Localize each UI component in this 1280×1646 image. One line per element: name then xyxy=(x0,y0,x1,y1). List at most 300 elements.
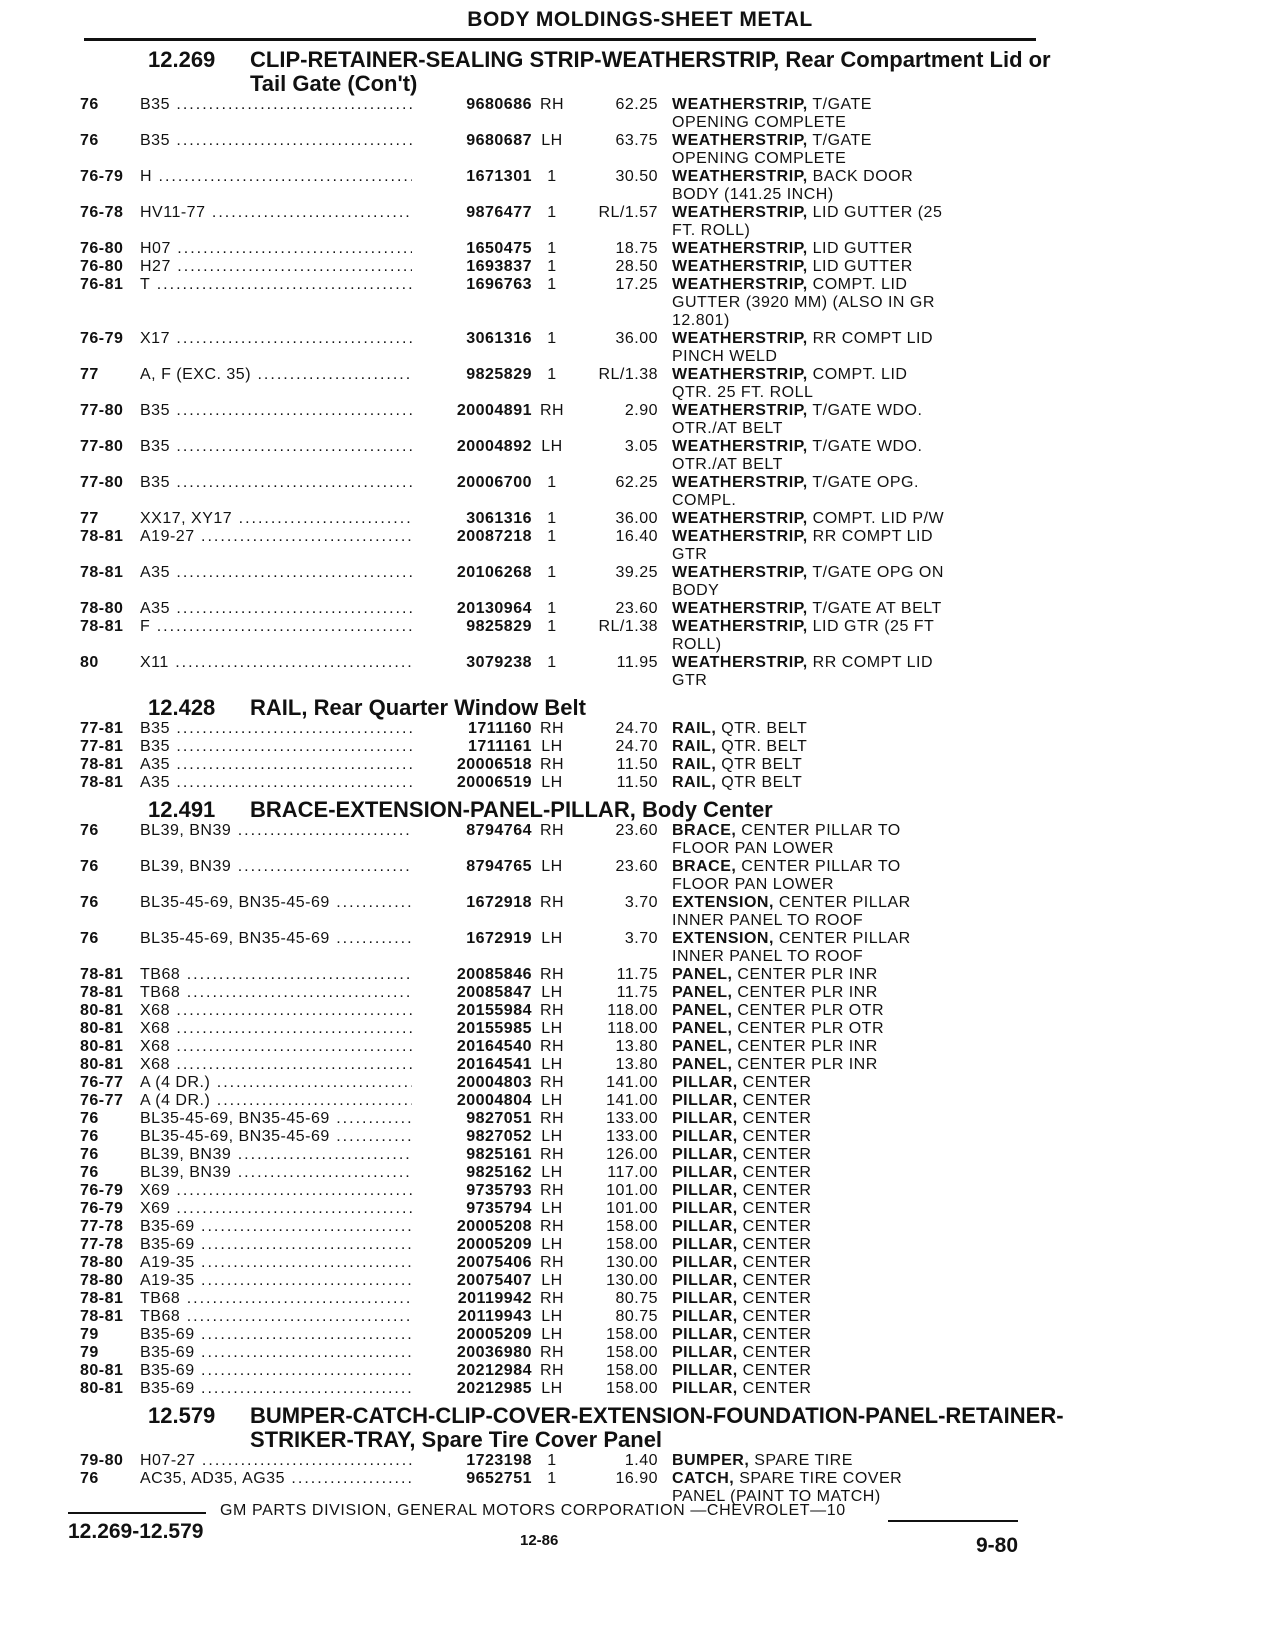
description-text: CENTER xyxy=(737,1110,812,1127)
description-text: QTR. BELT xyxy=(716,738,808,755)
model-years: 76 xyxy=(80,858,99,875)
quantity: 1 xyxy=(547,366,557,383)
spacer xyxy=(658,1020,672,1038)
quantity: LH xyxy=(541,1236,563,1253)
model-years: 76 xyxy=(80,132,99,149)
part-number: 9652751 xyxy=(466,1470,532,1487)
parts-row xyxy=(0,1056,1280,1074)
quantity: RH xyxy=(539,96,565,113)
parts-row xyxy=(0,1200,1280,1218)
model-code-text: BL39, BN39 xyxy=(140,1146,232,1163)
part-description xyxy=(672,366,1172,402)
description-keyword: PILLAR, xyxy=(672,1362,738,1379)
model-code xyxy=(140,1182,412,1200)
quantity: RH xyxy=(539,402,565,419)
model-years: 78-81 xyxy=(80,984,124,1001)
quantity: 1 xyxy=(547,1452,557,1469)
description-keyword: PANEL, xyxy=(672,966,733,983)
spacer xyxy=(658,858,672,894)
page-title: BODY MOLDINGS-SHEET METAL xyxy=(467,8,813,31)
parts-row xyxy=(0,618,1280,654)
part-description xyxy=(672,822,1172,858)
parts-row xyxy=(0,1074,1280,1092)
model-code-text: HV11-77 xyxy=(140,204,206,221)
model-years: 80-81 xyxy=(80,1362,124,1379)
description-text: T/GATE OPG. COMPL. xyxy=(672,474,919,509)
part-number: 20005209 xyxy=(456,1326,532,1343)
model-years: 76 xyxy=(80,1146,99,1163)
parts-row xyxy=(0,1218,1280,1236)
model-code-text: B35 xyxy=(140,96,170,113)
model-years: 78-81 xyxy=(80,564,124,581)
description-text: T/GATE OPG ON BODY xyxy=(672,564,944,599)
description-text: CENTER PLR OTR xyxy=(732,1020,884,1037)
model-years: 76 xyxy=(80,1110,99,1127)
part-number: 1693837 xyxy=(466,258,532,275)
part-number: 8794764 xyxy=(466,822,532,839)
model-code-text: A19-35 xyxy=(140,1272,195,1289)
section-title-rest: Body Center xyxy=(635,797,773,822)
part-description xyxy=(672,1308,1172,1326)
model-code-text: B35 xyxy=(140,402,170,419)
part-number: 9876477 xyxy=(466,204,532,221)
model-code-text: X68 xyxy=(140,1038,170,1055)
description-keyword: BRACE, xyxy=(672,822,737,839)
model-code xyxy=(140,1056,412,1074)
price: 28.50 xyxy=(615,258,658,275)
spacer xyxy=(658,1236,672,1254)
model-years: 80-81 xyxy=(80,1038,124,1055)
part-description xyxy=(672,132,1172,168)
description-text: CENTER xyxy=(737,1308,812,1325)
part-number: 1723198 xyxy=(466,1452,532,1469)
spacer xyxy=(658,204,672,240)
model-years: 78-81 xyxy=(80,1308,124,1325)
description-keyword: BUMPER, xyxy=(672,1452,750,1469)
description-keyword: WEATHERSTRIP, xyxy=(672,330,808,347)
description-text: LID GUTTER xyxy=(807,258,913,275)
price: 133.00 xyxy=(606,1128,658,1145)
model-code xyxy=(140,1362,412,1380)
leader-dots xyxy=(180,1290,412,1307)
spacer xyxy=(658,330,672,366)
model-years: 76-77 xyxy=(80,1092,124,1109)
description-keyword: CATCH, xyxy=(672,1470,735,1487)
model-years: 79-80 xyxy=(80,1452,124,1469)
model-code-text: BL35-45-69, BN35-45-69 xyxy=(140,1128,330,1145)
quantity: RH xyxy=(539,1146,565,1163)
spacer xyxy=(658,366,672,402)
price: 62.25 xyxy=(615,474,658,491)
model-code-text: BL39, BN39 xyxy=(140,1164,232,1181)
model-years: 77-80 xyxy=(80,474,124,491)
parts-row xyxy=(0,1002,1280,1020)
model-code xyxy=(140,930,412,966)
model-code-text: A35 xyxy=(140,564,170,581)
part-description xyxy=(672,774,1172,792)
parts-row xyxy=(0,1380,1280,1398)
model-code xyxy=(140,822,412,858)
quantity: 1 xyxy=(547,240,557,257)
description-keyword: WEATHERSTRIP, xyxy=(672,600,808,617)
price: 80.75 xyxy=(615,1308,658,1325)
model-code xyxy=(140,894,412,930)
model-code-text: A19-35 xyxy=(140,1254,195,1271)
description-text: CENTER xyxy=(737,1074,812,1091)
model-code xyxy=(140,618,412,654)
spacer xyxy=(658,894,672,930)
leader-dots xyxy=(231,1146,412,1163)
parts-row xyxy=(0,96,1280,132)
description-text: CENTER PILLAR TO FLOOR PAN LOWER xyxy=(672,858,901,893)
spacer xyxy=(658,1308,672,1326)
leader-dots xyxy=(170,756,412,773)
part-number: 20075406 xyxy=(456,1254,532,1271)
model-code-text: B35-69 xyxy=(140,1380,195,1397)
description-text: CENTER xyxy=(737,1326,812,1343)
parts-row xyxy=(0,330,1280,366)
spacer xyxy=(658,966,672,984)
part-description xyxy=(672,1110,1172,1128)
model-years: 77-80 xyxy=(80,438,124,455)
part-number: 20155984 xyxy=(456,1002,532,1019)
leader-dots xyxy=(195,1218,412,1235)
parts-row xyxy=(0,738,1280,756)
model-code-text: A19-27 xyxy=(140,528,195,545)
model-years: 78-80 xyxy=(80,1272,124,1289)
description-text: T/GATE OPENING COMPLETE xyxy=(672,96,872,131)
model-code-text: TB68 xyxy=(140,984,181,1001)
leader-dots xyxy=(170,330,412,347)
model-years: 76-81 xyxy=(80,276,124,293)
quantity: 1 xyxy=(547,600,557,617)
model-code xyxy=(140,1074,412,1092)
part-description xyxy=(672,204,1172,240)
part-number: 20212985 xyxy=(456,1380,532,1397)
section-title xyxy=(250,696,1280,720)
leader-dots xyxy=(150,276,412,293)
model-years: 76 xyxy=(80,930,99,947)
part-description xyxy=(672,438,1172,474)
price: 158.00 xyxy=(606,1344,658,1361)
spacer xyxy=(658,1146,672,1164)
model-code-text: BL35-45-69, BN35-45-69 xyxy=(140,894,330,911)
description-keyword: WEATHERSTRIP, xyxy=(672,402,808,419)
description-keyword: RAIL, xyxy=(672,774,717,791)
quantity: 1 xyxy=(547,168,557,185)
part-description xyxy=(672,1326,1172,1344)
price: 11.75 xyxy=(616,966,658,983)
quantity: 1 xyxy=(547,564,557,581)
part-number: 20119942 xyxy=(457,1290,532,1307)
parts-row xyxy=(0,1092,1280,1110)
spacer xyxy=(658,240,672,258)
model-code-text: B35-69 xyxy=(140,1326,195,1343)
leader-dots xyxy=(195,528,412,545)
description-keyword: EXTENSION, xyxy=(672,930,774,947)
part-number: 3061316 xyxy=(466,330,532,347)
part-number: 9735793 xyxy=(466,1182,532,1199)
section-title-bold: CLIP-RETAINER-SEALING STRIP-WEATHERSTRIP, xyxy=(250,47,780,72)
quantity: RH xyxy=(539,1182,565,1199)
spacer xyxy=(658,1254,672,1272)
parts-row xyxy=(0,474,1280,510)
leader-dots xyxy=(170,1038,412,1055)
parts-row xyxy=(0,1128,1280,1146)
model-code-text: T xyxy=(140,276,151,293)
price: RL/1.57 xyxy=(598,204,658,221)
model-code xyxy=(140,240,412,258)
leader-dots xyxy=(170,1002,412,1019)
part-description xyxy=(672,1182,1172,1200)
description-text: QTR BELT xyxy=(716,756,803,773)
parts-row xyxy=(0,1272,1280,1290)
model-code-text: X17 xyxy=(140,330,170,347)
model-code xyxy=(140,1020,412,1038)
section-heading xyxy=(0,1404,1280,1452)
part-description xyxy=(672,1272,1172,1290)
quantity: LH xyxy=(541,1272,563,1289)
part-description xyxy=(672,1236,1172,1254)
quantity: LH xyxy=(541,1308,563,1325)
model-years: 79 xyxy=(80,1326,99,1343)
price: 126.00 xyxy=(606,1146,658,1163)
leader-dots xyxy=(170,720,412,737)
part-number: 9680686 xyxy=(466,96,532,113)
section-title-rest: Spare Tire Cover Panel xyxy=(415,1427,663,1452)
model-code xyxy=(140,276,412,330)
model-code xyxy=(140,1200,412,1218)
quantity: RH xyxy=(539,1254,565,1271)
description-text: CENTER xyxy=(737,1362,812,1379)
parts-row xyxy=(0,168,1280,204)
model-code xyxy=(140,1290,412,1308)
spacer xyxy=(658,474,672,510)
model-years: 80-81 xyxy=(80,1002,124,1019)
description-text: CENTER PLR INR xyxy=(732,1038,878,1055)
quantity: RH xyxy=(539,1218,565,1235)
quantity: 1 xyxy=(547,258,557,275)
spacer xyxy=(658,1470,672,1506)
quantity: RH xyxy=(539,1074,565,1091)
quantity: 1 xyxy=(547,474,557,491)
model-code xyxy=(140,1110,412,1128)
model-code xyxy=(140,966,412,984)
model-code xyxy=(140,1146,412,1164)
description-keyword: WEATHERSTRIP, xyxy=(672,474,808,491)
model-code xyxy=(140,1092,412,1110)
model-code-text: TB68 xyxy=(140,1308,181,1325)
price: 13.80 xyxy=(615,1056,658,1073)
parts-row xyxy=(0,1254,1280,1272)
model-code-text: A, F (EXC. 35) xyxy=(140,366,252,383)
leader-dots xyxy=(195,1452,412,1469)
description-keyword: WEATHERSTRIP, xyxy=(672,204,808,221)
description-text: CENTER xyxy=(737,1218,812,1235)
description-keyword: PILLAR, xyxy=(672,1272,738,1289)
spacer xyxy=(658,402,672,438)
part-description xyxy=(672,654,1172,690)
spacer xyxy=(658,528,672,564)
parts-row xyxy=(0,438,1280,474)
quantity: LH xyxy=(541,774,563,791)
spacer xyxy=(658,1218,672,1236)
spacer xyxy=(658,1290,672,1308)
model-years: 78-80 xyxy=(80,600,124,617)
spacer xyxy=(658,132,672,168)
leader-dots xyxy=(170,1020,412,1037)
price: 36.00 xyxy=(615,330,658,347)
model-years: 78-81 xyxy=(80,1290,124,1307)
model-years: 80-81 xyxy=(80,1020,124,1037)
description-text: COMPT. LID P/W xyxy=(807,510,945,527)
description-text: QTR. BELT xyxy=(716,720,808,737)
leader-dots xyxy=(170,132,412,149)
spacer xyxy=(658,738,672,756)
price: 158.00 xyxy=(606,1362,658,1379)
price: 158.00 xyxy=(606,1380,658,1397)
quantity: 1 xyxy=(547,204,557,221)
price: 23.60 xyxy=(615,822,658,839)
part-description xyxy=(672,1290,1172,1308)
part-number: 8794765 xyxy=(466,858,532,875)
parts-row xyxy=(0,366,1280,402)
price: 133.00 xyxy=(606,1110,658,1127)
spacer xyxy=(658,654,672,690)
description-text: CENTER PILLAR TO FLOOR PAN LOWER xyxy=(672,822,901,857)
description-keyword: WEATHERSTRIP, xyxy=(672,528,808,545)
quantity: LH xyxy=(541,132,563,149)
quantity: RH xyxy=(539,1344,565,1361)
part-description xyxy=(672,756,1172,774)
footer-date: 9-80 xyxy=(976,1534,1019,1557)
description-text: COMPT. LID QTR. 25 FT. ROLL xyxy=(672,366,908,401)
model-years: 80-81 xyxy=(80,1380,124,1397)
quantity: RH xyxy=(539,1362,565,1379)
part-description xyxy=(672,1164,1172,1182)
model-code xyxy=(140,654,412,690)
part-description xyxy=(672,1344,1172,1362)
description-text: RR COMPT LID GTR xyxy=(672,654,934,689)
price: 1.40 xyxy=(624,1452,658,1469)
spacer xyxy=(658,1344,672,1362)
spacer xyxy=(658,774,672,792)
description-keyword: PILLAR, xyxy=(672,1110,738,1127)
description-keyword: PILLAR, xyxy=(672,1092,738,1109)
leader-dots xyxy=(251,366,412,383)
parts-row xyxy=(0,966,1280,984)
part-description xyxy=(672,168,1172,204)
description-keyword: PANEL, xyxy=(672,1056,733,1073)
part-description xyxy=(672,510,1172,528)
quantity: 1 xyxy=(547,276,557,293)
model-code-text: B35 xyxy=(140,474,170,491)
parts-row xyxy=(0,1452,1280,1470)
spacer xyxy=(658,930,672,966)
description-text: CENTER xyxy=(737,1128,812,1145)
model-years: 78-81 xyxy=(80,966,124,983)
description-keyword: PILLAR, xyxy=(672,1236,738,1253)
leader-dots xyxy=(152,168,412,185)
model-code xyxy=(140,438,412,474)
quantity: 1 xyxy=(547,330,557,347)
model-years: 78-80 xyxy=(80,1254,124,1271)
description-keyword: PANEL, xyxy=(672,984,733,1001)
model-code xyxy=(140,720,412,738)
leader-dots xyxy=(170,402,412,419)
model-code xyxy=(140,984,412,1002)
model-code-text: H xyxy=(140,168,153,185)
spacer xyxy=(658,600,672,618)
model-code xyxy=(140,1380,412,1398)
quantity: RH xyxy=(539,1290,565,1307)
part-number: 3061316 xyxy=(466,510,532,527)
model-code xyxy=(140,168,412,204)
part-number: 3079238 xyxy=(466,654,532,671)
model-code-text: BL35-45-69, BN35-45-69 xyxy=(140,1110,330,1127)
model-code xyxy=(140,774,412,792)
part-number: 9827052 xyxy=(466,1128,532,1145)
model-years: 77-80 xyxy=(80,402,124,419)
part-description xyxy=(672,1074,1172,1092)
model-code xyxy=(140,738,412,756)
price: RL/1.38 xyxy=(598,618,658,635)
quantity: 1 xyxy=(547,618,557,635)
model-code xyxy=(140,1218,412,1236)
spacer xyxy=(658,720,672,738)
leader-dots xyxy=(170,1200,412,1217)
spacer xyxy=(658,1092,672,1110)
leader-dots xyxy=(195,1326,412,1343)
parts-row xyxy=(0,528,1280,564)
price: 117.00 xyxy=(607,1164,658,1181)
description-text: LID GUTTER xyxy=(807,240,913,257)
part-number: 20130964 xyxy=(456,600,532,617)
section-heading xyxy=(0,48,1280,96)
description-text: QTR BELT xyxy=(716,774,803,791)
leader-dots xyxy=(170,1182,412,1199)
parts-row xyxy=(0,1308,1280,1326)
footer-publisher-line: GM PARTS DIVISION, GENERAL MOTORS CORPORATION —CHEVROLET—10 xyxy=(220,1502,846,1519)
parts-row xyxy=(0,654,1280,690)
model-code-text: H27 xyxy=(140,258,171,275)
quantity: LH xyxy=(541,930,563,947)
model-code-text: BL35-45-69, BN35-45-69 xyxy=(140,930,330,947)
quantity: RH xyxy=(539,1002,565,1019)
model-code-text: X69 xyxy=(140,1200,170,1217)
leader-dots xyxy=(330,1110,412,1127)
leader-dots xyxy=(170,474,412,491)
parts-row xyxy=(0,894,1280,930)
spacer xyxy=(658,756,672,774)
section-title xyxy=(250,798,1280,822)
price: 36.00 xyxy=(615,510,658,527)
section-title-rest: Rear Compartment Lid or Tail Gate (Con't) xyxy=(250,47,1051,96)
description-text: CENTER xyxy=(737,1344,812,1361)
part-number: 1671301 xyxy=(466,168,532,185)
model-code xyxy=(140,1272,412,1290)
parts-row xyxy=(0,984,1280,1002)
parts-row xyxy=(0,510,1280,528)
footer-page-number: 12-86 xyxy=(520,1532,559,1549)
spacer xyxy=(658,1380,672,1398)
model-code-text: B35 xyxy=(140,738,170,755)
part-number: 20119943 xyxy=(457,1308,532,1325)
part-number: 20155985 xyxy=(456,1020,532,1037)
description-keyword: BRACE, xyxy=(672,858,737,875)
part-description xyxy=(672,276,1172,330)
model-years: 80-81 xyxy=(80,1056,124,1073)
